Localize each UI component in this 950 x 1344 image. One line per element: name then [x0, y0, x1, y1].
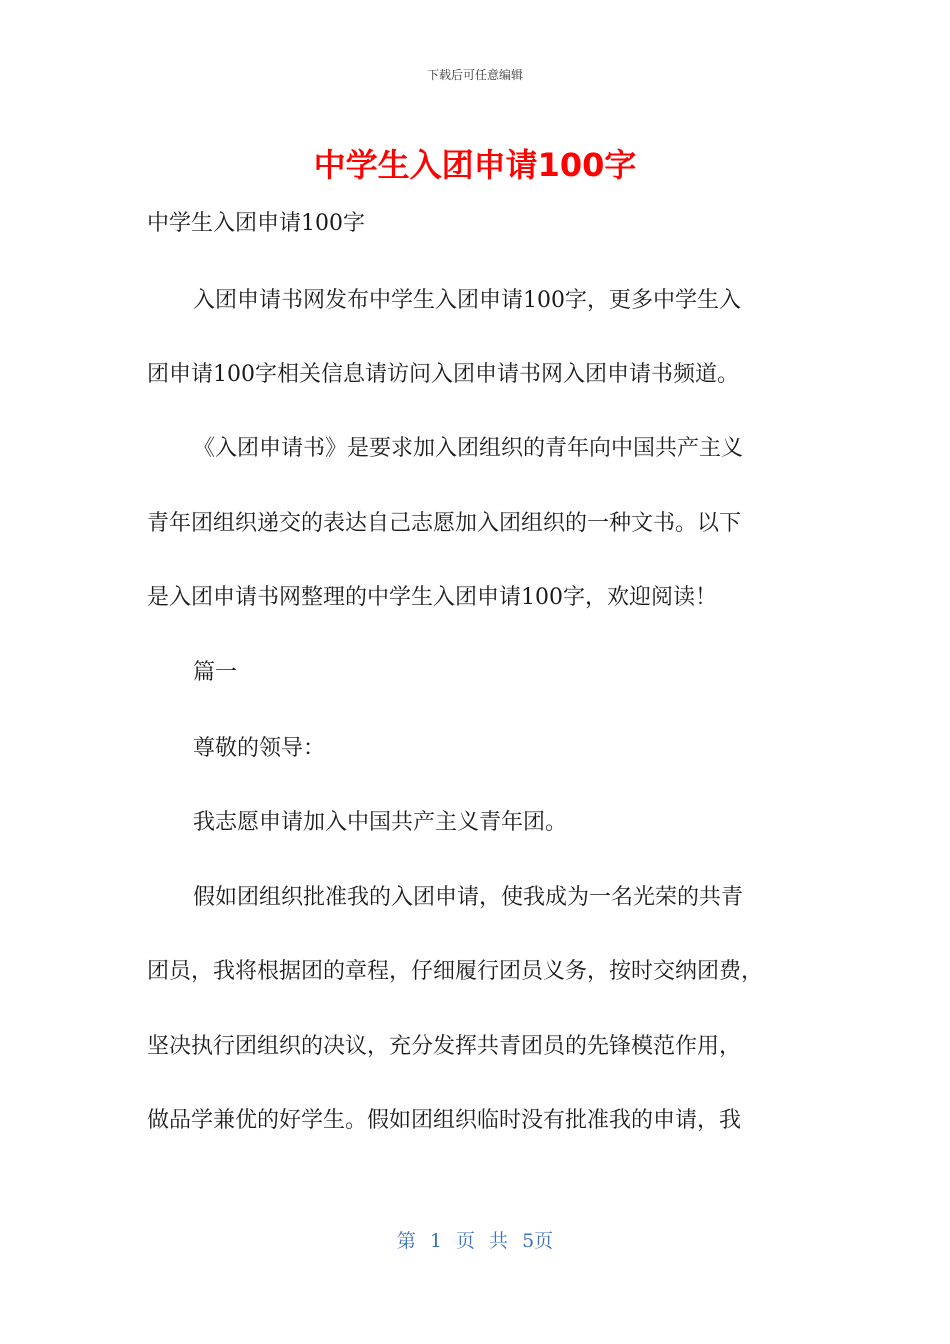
- body-line: 团员，我将根据团的章程，仔细履行团员义务，按时交纳团费，: [147, 959, 764, 984]
- body-line: 坚决执行团组织的决议，充分发挥共青团员的先锋模范作用，: [147, 1034, 742, 1059]
- body-line: 是入团申请书网整理的中学生入团申请100字，欢迎阅读！: [147, 585, 717, 610]
- body-line-subtitle: 中学生入团申请100字: [147, 211, 365, 236]
- body-line: 团申请100字相关信息请访问入团申请书网入团申请书频道。: [147, 362, 739, 387]
- document-title: 中学生入团申请100字: [313, 146, 637, 184]
- body-line: 做品学兼优的好学生。假如团组织临时没有批准我的申请，我: [147, 1108, 742, 1133]
- body-line: 《入团申请书》是要求加入团组织的青年向中国共产主义: [193, 436, 744, 461]
- salutation: 尊敬的领导：: [193, 736, 326, 761]
- body-line: 假如团组织批准我的入团申请，使我成为一名光荣的共青: [193, 885, 744, 910]
- body-line: 入团申请书网发布中学生入团申请100字，更多中学生入: [193, 288, 741, 313]
- page-number-footer: 第 1 页 共 5页: [396, 1230, 554, 1252]
- body-line: 青年团组织递交的表达自己志愿加入团组织的一种文书。以下: [147, 511, 742, 536]
- body-line: 我志愿申请加入中国共产主义青年团。: [193, 810, 568, 835]
- header-note: 下载后可任意编辑: [426, 68, 523, 82]
- section-heading: 篇一: [193, 660, 238, 685]
